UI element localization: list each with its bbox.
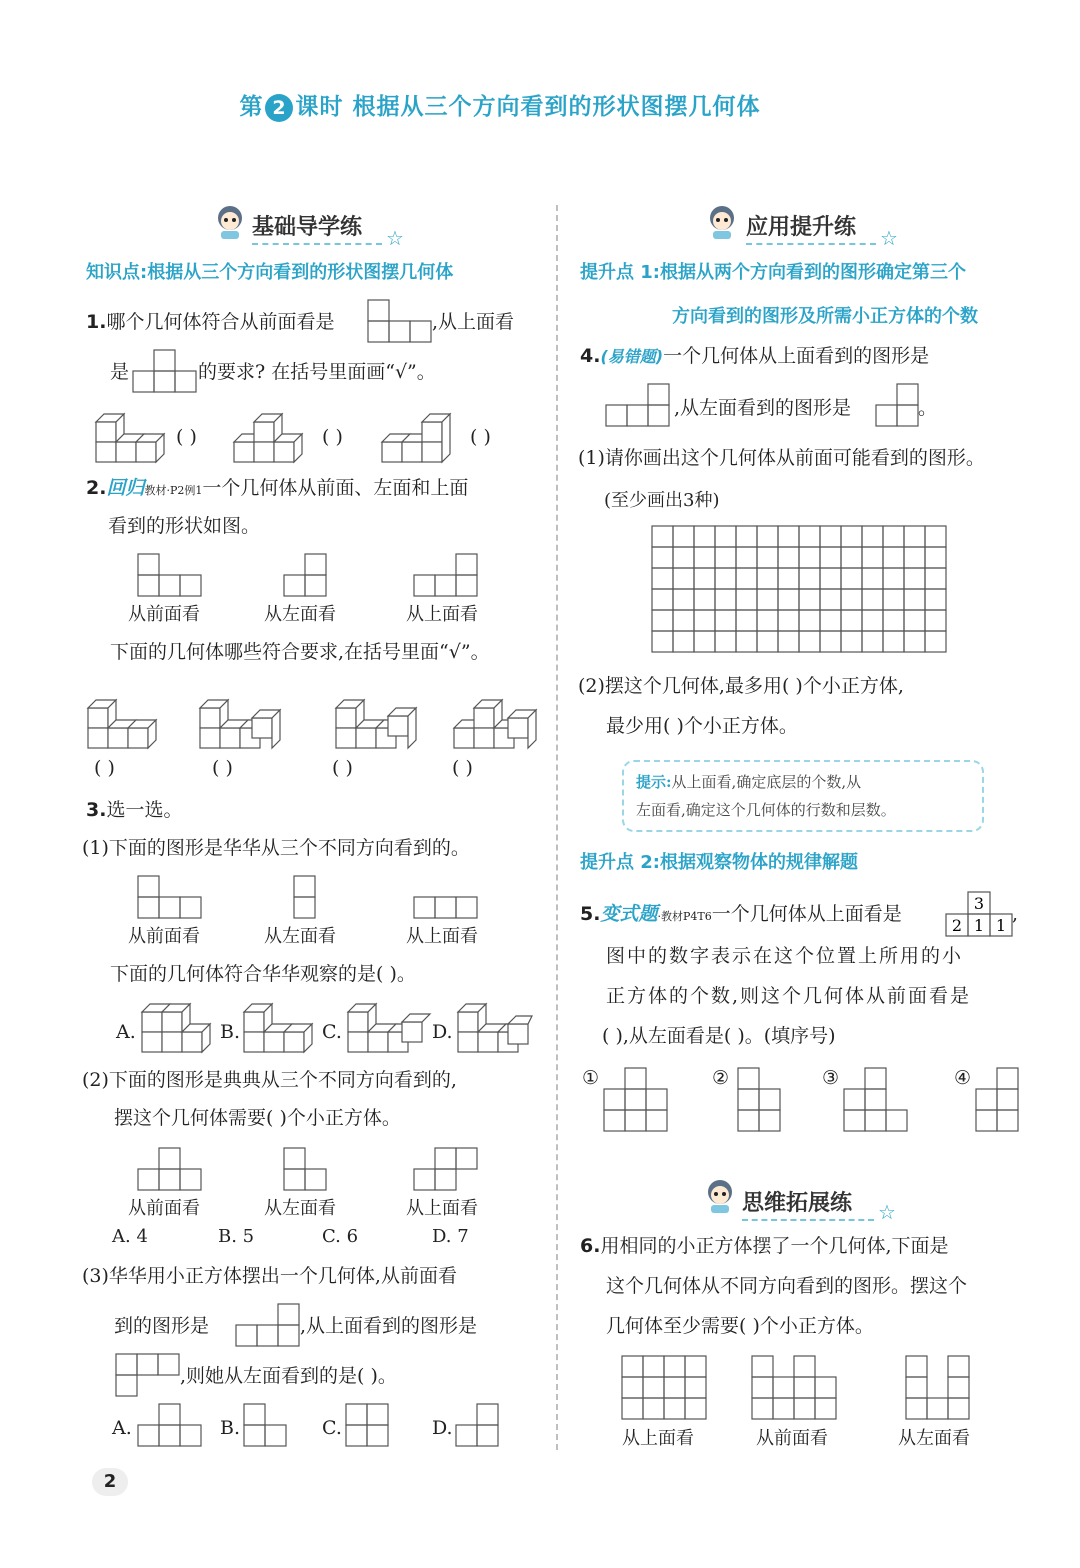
section-thinking-title: 思维拓展练 bbox=[742, 1191, 853, 1216]
grid-cell[interactable] bbox=[799, 526, 820, 547]
grid-cell[interactable] bbox=[652, 568, 673, 589]
q3-1-solid-d bbox=[456, 1002, 534, 1054]
star-icon: ☆ bbox=[878, 1200, 896, 1224]
grid-cell[interactable] bbox=[652, 610, 673, 631]
q3-2-choice-b[interactable]: B. 5 bbox=[218, 1226, 255, 1247]
q2-front-view bbox=[138, 554, 202, 596]
q2-line1 bbox=[86, 476, 468, 503]
q1-blank-a[interactable]: ( ) bbox=[176, 426, 197, 448]
hint-text-a: 从上面看,确定底层的个数,从 bbox=[671, 773, 862, 791]
grid-cell[interactable] bbox=[841, 526, 862, 547]
grid-cell[interactable] bbox=[904, 610, 925, 631]
grid-cell[interactable] bbox=[862, 526, 883, 547]
grid-cell[interactable] bbox=[694, 526, 715, 547]
q6-caption-left: 从左面看 bbox=[898, 1428, 970, 1449]
q1-text-d: 的要求? 在括号里面画“√”。 bbox=[198, 361, 436, 383]
grid-cell[interactable] bbox=[799, 547, 820, 568]
title-text: 课时 根据从三个方向看到的形状图摆几何体 bbox=[295, 94, 761, 120]
q5-text-c: 正方体的个数,则这个几何体从前面看是 bbox=[606, 985, 972, 1007]
grid-cell[interactable] bbox=[841, 610, 862, 631]
grid-cell[interactable] bbox=[673, 610, 694, 631]
q2-number: 2. bbox=[86, 477, 107, 499]
q3-title-text: 选一选。 bbox=[106, 799, 183, 821]
grid-cell[interactable] bbox=[757, 610, 778, 631]
q5-option-4 bbox=[976, 1068, 1018, 1132]
grid-cell[interactable] bbox=[652, 589, 673, 610]
grid-cell[interactable] bbox=[652, 547, 673, 568]
star-icon: ☆ bbox=[880, 226, 898, 250]
q5-option-1 bbox=[604, 1068, 668, 1132]
hint-box bbox=[622, 760, 984, 832]
grid-cell[interactable] bbox=[904, 547, 925, 568]
q4-number: 4. bbox=[580, 345, 601, 367]
grid-cell[interactable] bbox=[841, 547, 862, 568]
q3-3-answer-b bbox=[244, 1404, 286, 1446]
q6-text-b: 这个几何体从不同方向看到的图形。摆这个 bbox=[606, 1275, 968, 1297]
grid-cell[interactable] bbox=[799, 631, 820, 652]
grid-cell[interactable] bbox=[778, 526, 799, 547]
q2-blank-a[interactable]: ( ) bbox=[94, 757, 115, 779]
q6-front-view bbox=[752, 1356, 838, 1420]
q3-3-option-c[interactable]: C. bbox=[322, 1417, 342, 1439]
grid-cell[interactable] bbox=[673, 547, 694, 568]
grid-cell[interactable] bbox=[862, 610, 883, 631]
grid-cell[interactable] bbox=[799, 568, 820, 589]
title-prefix: 第 bbox=[239, 94, 264, 120]
grid-cell[interactable] bbox=[925, 526, 946, 547]
q3-1-top-view bbox=[414, 897, 478, 918]
grid-cell[interactable] bbox=[715, 589, 736, 610]
grid-cell[interactable] bbox=[778, 589, 799, 610]
grid-cell[interactable] bbox=[799, 610, 820, 631]
q3-2-top-view bbox=[414, 1148, 478, 1190]
q3-1-left-view bbox=[294, 876, 316, 918]
grid-cell[interactable] bbox=[736, 526, 757, 547]
q5-label-2[interactable]: ② bbox=[712, 1067, 730, 1089]
q3-3-answer-c bbox=[346, 1404, 388, 1446]
q3-3-top-view bbox=[116, 1354, 180, 1396]
lesson-number: 2 bbox=[265, 94, 293, 122]
grid-cell[interactable] bbox=[778, 631, 799, 652]
mascot-icon bbox=[706, 204, 736, 238]
q3-1-option-c[interactable]: C. bbox=[322, 1021, 342, 1043]
q3-3-front-view bbox=[236, 1304, 300, 1346]
q4-left-view bbox=[876, 384, 918, 426]
section-basic-title: 基础导学练 bbox=[252, 215, 363, 240]
q3-1-solid-b bbox=[242, 1002, 320, 1054]
grid-cell[interactable] bbox=[820, 610, 841, 631]
q2-top-view bbox=[414, 554, 478, 596]
grid-cell[interactable] bbox=[778, 610, 799, 631]
q3-1-option-b[interactable]: B. bbox=[220, 1021, 241, 1043]
q1-blank-b[interactable]: ( ) bbox=[322, 426, 343, 448]
q3-part3-a: (3)华华用小正方体摆出一个几何体,从前面看 bbox=[82, 1265, 457, 1287]
grid-cell[interactable] bbox=[862, 547, 883, 568]
q3-3-option-b[interactable]: B. bbox=[220, 1417, 241, 1439]
grid-cell[interactable] bbox=[715, 610, 736, 631]
q3-3-option-d[interactable]: D. bbox=[432, 1417, 453, 1439]
grid-cell[interactable] bbox=[757, 526, 778, 547]
q2-caption-left: 从左面看 bbox=[264, 604, 336, 625]
grid-cell[interactable] bbox=[757, 631, 778, 652]
q4-text-c: 。 bbox=[918, 397, 938, 419]
q3-2-caption-left: 从左面看 bbox=[264, 1198, 336, 1219]
q2-text-a: 一个几何体从前面、左面和上面 bbox=[202, 477, 469, 499]
q6-caption-front: 从前面看 bbox=[756, 1428, 828, 1449]
q6-left-view bbox=[906, 1356, 970, 1420]
grid-cell[interactable] bbox=[883, 589, 904, 610]
q5-option-3 bbox=[844, 1068, 908, 1132]
q3-1-solid-a bbox=[140, 1002, 216, 1054]
grid-cell[interactable] bbox=[736, 631, 757, 652]
q3-3-answer-a bbox=[138, 1404, 202, 1446]
grid-cell[interactable] bbox=[925, 610, 946, 631]
q3-part3-b: 到的图形是 bbox=[114, 1315, 210, 1337]
star-icon: ☆ bbox=[386, 226, 404, 250]
grid-cell[interactable] bbox=[904, 526, 925, 547]
q3-3-answer-d bbox=[456, 1404, 498, 1446]
q2-tag-source: 教材·P2例1 bbox=[144, 484, 203, 497]
grid-cell[interactable] bbox=[757, 589, 778, 610]
column-divider bbox=[556, 205, 558, 1450]
q2-blank-d[interactable]: ( ) bbox=[452, 757, 473, 779]
section-basic bbox=[252, 210, 382, 245]
grid-cell[interactable] bbox=[820, 568, 841, 589]
q2-solid-d bbox=[452, 694, 536, 750]
q5-option-2 bbox=[738, 1068, 780, 1132]
q3-1-option-a[interactable]: A. bbox=[116, 1021, 136, 1043]
q1-text-a: 哪个几何体符合从前面看是 bbox=[106, 311, 335, 333]
q3-part3-d: ,则她从左面看到的是( )。 bbox=[180, 1365, 397, 1387]
kp1-line1: 提升点 1:根据从两个方向看到的图形确定第三个 bbox=[580, 262, 966, 283]
grid-cell[interactable] bbox=[694, 631, 715, 652]
grid-cell[interactable] bbox=[904, 568, 925, 589]
q3-2-choice-d[interactable]: D. 7 bbox=[432, 1226, 469, 1247]
q1-solid-b bbox=[232, 406, 314, 464]
grid-cell[interactable] bbox=[736, 568, 757, 589]
q5-digit: 1 bbox=[995, 916, 1007, 935]
grid-cell[interactable] bbox=[841, 631, 862, 652]
grid-cell[interactable] bbox=[778, 568, 799, 589]
grid-cell[interactable] bbox=[757, 547, 778, 568]
q1-top-view bbox=[133, 350, 197, 392]
q4-line1 bbox=[580, 344, 929, 369]
grid-cell[interactable] bbox=[694, 610, 715, 631]
q2-left-view bbox=[284, 554, 326, 596]
grid-cell[interactable] bbox=[904, 589, 925, 610]
section-apply-title: 应用提升练 bbox=[746, 215, 857, 240]
q5-comma: , bbox=[1012, 903, 1019, 925]
q6-line1 bbox=[580, 1234, 949, 1258]
q2-solid-a bbox=[86, 698, 162, 750]
q3-number: 3. bbox=[86, 799, 107, 821]
q2-solid-b bbox=[198, 698, 282, 750]
grid-cell[interactable] bbox=[715, 631, 736, 652]
q5-tag-source: ·教材P4T6 bbox=[657, 910, 712, 923]
q6-text-a: 用相同的小正方体摆了一个几何体,下面是 bbox=[600, 1235, 949, 1257]
grid-cell[interactable] bbox=[841, 568, 862, 589]
q1-blank-c[interactable]: ( ) bbox=[470, 426, 491, 448]
q2-blank-c[interactable]: ( ) bbox=[332, 757, 353, 779]
page-number: 2 bbox=[92, 1468, 128, 1496]
q5-digit: 1 bbox=[973, 916, 985, 935]
grid-cell[interactable] bbox=[715, 526, 736, 547]
q5-line1 bbox=[580, 902, 902, 929]
grid-cell[interactable] bbox=[862, 568, 883, 589]
grid-cell[interactable] bbox=[883, 631, 904, 652]
q1-line1 bbox=[86, 310, 334, 334]
grid-cell[interactable] bbox=[673, 526, 694, 547]
q2-solid-c bbox=[334, 698, 418, 750]
grid-cell[interactable] bbox=[673, 631, 694, 652]
q2-text-c: 下面的几何体哪些符合要求,在括号里面“√”。 bbox=[110, 641, 490, 663]
q3-2-caption-top: 从上面看 bbox=[406, 1198, 478, 1219]
q2-caption-top: 从上面看 bbox=[406, 604, 478, 625]
grid-cell[interactable] bbox=[820, 547, 841, 568]
q1-front-view bbox=[368, 300, 432, 342]
q1-number: 1. bbox=[86, 311, 107, 333]
q2-text-b: 看到的形状如图。 bbox=[108, 515, 261, 537]
q4-part1-note: (至少画出3种) bbox=[604, 490, 720, 511]
section-apply bbox=[746, 210, 876, 245]
grid-cell[interactable] bbox=[652, 631, 673, 652]
q3-1-front-view bbox=[138, 876, 202, 918]
section-thinking bbox=[742, 1186, 874, 1221]
mascot-icon bbox=[214, 204, 244, 238]
grid-cell[interactable] bbox=[883, 568, 904, 589]
grid-cell[interactable] bbox=[736, 589, 757, 610]
q3-2-caption-front: 从前面看 bbox=[128, 1198, 200, 1219]
q5-number: 5. bbox=[580, 903, 601, 925]
grid-cell[interactable] bbox=[820, 589, 841, 610]
q5-text-a: 一个几何体从上面看是 bbox=[711, 903, 902, 925]
q3-2-choice-c[interactable]: C. 6 bbox=[322, 1226, 359, 1247]
q1-text-b: ,从上面看 bbox=[432, 311, 515, 333]
grid-cell[interactable] bbox=[757, 568, 778, 589]
q6-text-c: 几何体至少需要( )个小正方体。 bbox=[606, 1315, 874, 1337]
grid-cell[interactable] bbox=[778, 547, 799, 568]
grid-cell[interactable] bbox=[652, 526, 673, 547]
mascot-icon bbox=[704, 1178, 734, 1212]
q4-tag: (易错题) bbox=[600, 347, 664, 366]
grid-cell[interactable] bbox=[841, 589, 862, 610]
grid-cell[interactable] bbox=[694, 568, 715, 589]
q3-2-front-view bbox=[138, 1148, 202, 1190]
q5-text-d: ( ),从左面看是( )。(填序号) bbox=[602, 1025, 836, 1047]
kp2: 提升点 2:根据观察物体的规律解题 bbox=[580, 852, 858, 873]
grid-cell[interactable] bbox=[862, 589, 883, 610]
q3-2-choice-a[interactable]: A. 4 bbox=[112, 1226, 148, 1247]
drawing-grid[interactable] bbox=[652, 526, 950, 654]
grid-cell[interactable] bbox=[694, 589, 715, 610]
grid-cell[interactable] bbox=[925, 547, 946, 568]
q5-label-1[interactable]: ① bbox=[582, 1067, 600, 1089]
q4-part2-b: 最少用( )个小正方体。 bbox=[606, 715, 798, 737]
grid-cell[interactable] bbox=[736, 547, 757, 568]
q3-2-left-view bbox=[284, 1148, 326, 1190]
q3-1-option-d[interactable]: D. bbox=[432, 1021, 453, 1043]
q5-digit: 2 bbox=[951, 916, 963, 935]
grid-cell[interactable] bbox=[715, 568, 736, 589]
q3-3-option-a[interactable]: A. bbox=[112, 1417, 132, 1439]
grid-cell[interactable] bbox=[673, 568, 694, 589]
q3-1-caption-front: 从前面看 bbox=[128, 926, 200, 947]
grid-cell[interactable] bbox=[925, 631, 946, 652]
grid-cell[interactable] bbox=[736, 610, 757, 631]
q5-label-4[interactable]: ④ bbox=[954, 1067, 972, 1089]
q4-top-view bbox=[606, 384, 670, 426]
q3-part1: (1)下面的图形是华华从三个不同方向看到的。 bbox=[82, 837, 470, 859]
q4-text-b: ,从左面看到的图形是 bbox=[674, 397, 852, 419]
q3-1-ask: 下面的几何体符合华华观察的是( )。 bbox=[110, 963, 416, 985]
q3-1-solid-c bbox=[346, 1002, 428, 1054]
q3-1-caption-left: 从左面看 bbox=[264, 926, 336, 947]
q3-part3-c: ,从上面看到的图形是 bbox=[300, 1315, 478, 1337]
q6-caption-top: 从上面看 bbox=[622, 1428, 694, 1449]
grid-cell[interactable] bbox=[715, 547, 736, 568]
q4-text-a: 一个几何体从上面看到的图形是 bbox=[663, 345, 930, 367]
grid-cell[interactable] bbox=[799, 589, 820, 610]
q3-1-caption-top: 从上面看 bbox=[406, 926, 478, 947]
q5-tag: 变式题 bbox=[600, 903, 658, 925]
grid-cell[interactable] bbox=[883, 526, 904, 547]
q1-solid-a bbox=[94, 408, 174, 463]
grid-cell[interactable] bbox=[883, 610, 904, 631]
grid-cell[interactable] bbox=[820, 526, 841, 547]
grid-cell[interactable] bbox=[883, 547, 904, 568]
grid-cell[interactable] bbox=[904, 631, 925, 652]
q5-digit: 3 bbox=[973, 894, 985, 913]
q4-part2-a: (2)摆这个几何体,最多用( )个小正方体, bbox=[578, 675, 904, 697]
kp1-line2: 方向看到的图形及所需小正方体的个数 bbox=[672, 306, 978, 327]
q5-top-numbers bbox=[946, 892, 1012, 936]
q4-part1: (1)请你画出这个几何体从前面可能看到的图形。 bbox=[578, 447, 985, 469]
q1-solid-c bbox=[380, 404, 462, 464]
q2-tag: 回归 bbox=[106, 477, 145, 499]
grid-cell[interactable] bbox=[673, 589, 694, 610]
grid-cell[interactable] bbox=[694, 547, 715, 568]
q6-top-view bbox=[622, 1356, 708, 1420]
q5-text-b: 图中的数字表示在这个位置上所用的小 bbox=[606, 945, 964, 967]
q5-label-3[interactable]: ③ bbox=[822, 1067, 840, 1089]
grid-cell[interactable] bbox=[925, 589, 946, 610]
page-title bbox=[0, 88, 1000, 122]
grid-cell[interactable] bbox=[820, 631, 841, 652]
q3-part2-b: 摆这个几何体需要( )个小正方体。 bbox=[114, 1107, 401, 1129]
q2-blank-b[interactable]: ( ) bbox=[212, 757, 233, 779]
grid-cell[interactable] bbox=[862, 631, 883, 652]
hint-label: 提示: bbox=[636, 773, 672, 791]
q6-number: 6. bbox=[580, 1235, 601, 1257]
q2-caption-front: 从前面看 bbox=[128, 604, 200, 625]
q1-text-c: 是 bbox=[110, 361, 130, 383]
q3-title bbox=[86, 798, 182, 822]
hint-text-b: 左面看,确定这个几何体的行数和层数。 bbox=[636, 801, 896, 819]
knowledge-point: 知识点:根据从三个方向看到的形状图摆几何体 bbox=[86, 262, 454, 283]
q3-part2-a: (2)下面的图形是典典从三个不同方向看到的, bbox=[82, 1069, 457, 1091]
grid-cell[interactable] bbox=[925, 568, 946, 589]
